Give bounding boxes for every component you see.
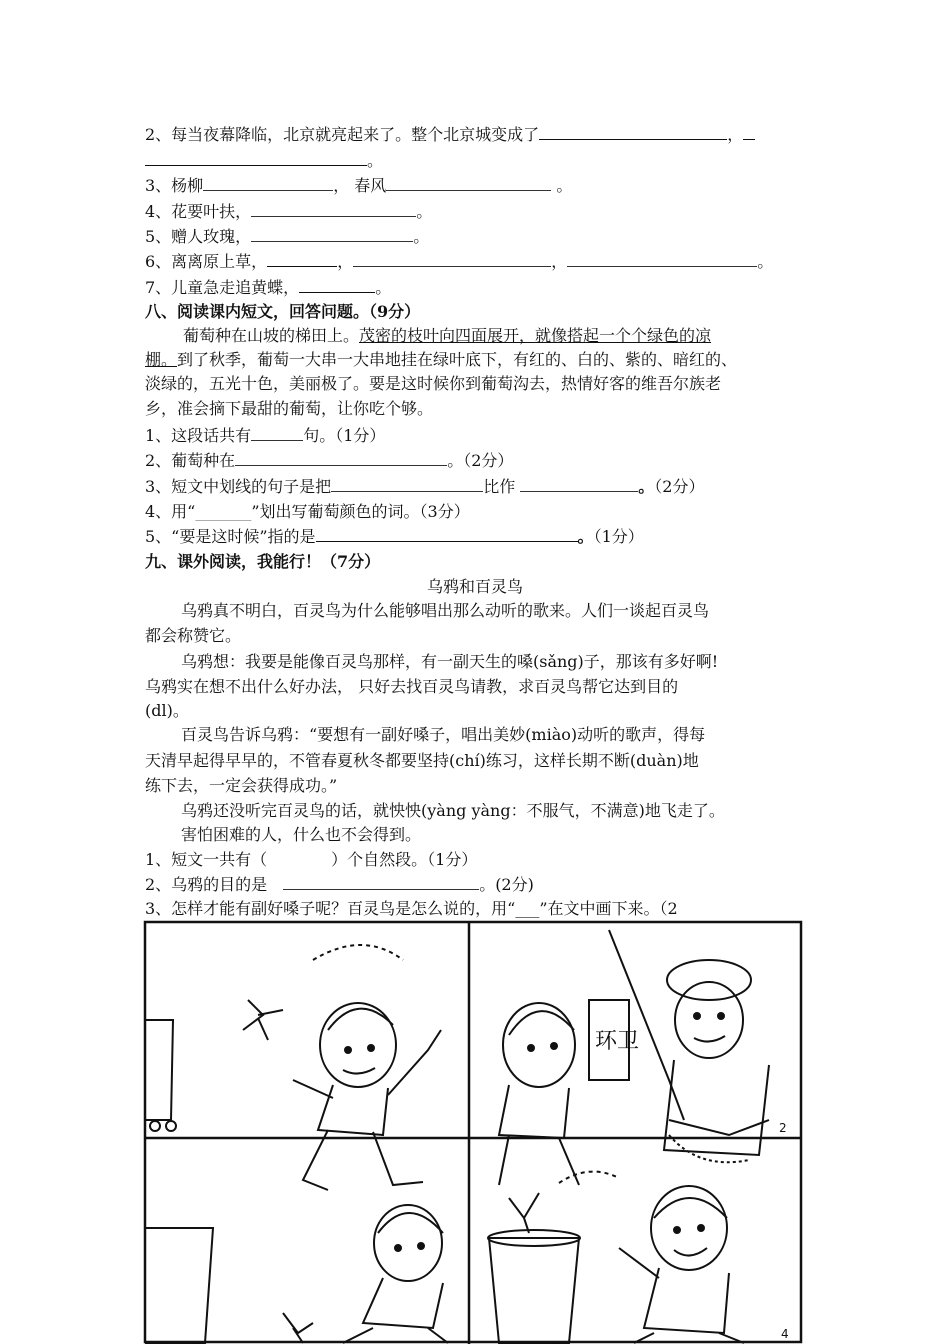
sec8-q5: 5、“要是这时候”指的是 。（1分） xyxy=(145,527,644,546)
section9-heading: 九、课外阅读，我能行！（7分） xyxy=(145,552,381,571)
banana-peel-icon xyxy=(509,1193,539,1233)
sec7-q3: 3、杨柳 ， 春风 。 xyxy=(145,176,573,195)
story-p2a: 乌鸦想：我要是能像百灵鸟那样，有一副天生的嗓(sǎng)子，那该有多好啊! xyxy=(181,652,719,671)
answer-blank[interactable] xyxy=(743,125,755,140)
answer-blank[interactable] xyxy=(353,252,551,267)
sec7-q4: 4、花要叶扶， 。 xyxy=(145,202,433,221)
answer-blank[interactable] xyxy=(251,202,416,217)
story-p3b: 天清早起得早早的，不管春夏秋冬都要坚持(chí)练习，这样长期不断(duàn)地 xyxy=(145,751,699,770)
story-p2b: 乌鸦实在想不出什么好办法， 只好去找百灵鸟请教，求百灵鸟帮它达到目的 xyxy=(145,677,679,696)
panel-number: 2 xyxy=(779,1121,787,1135)
answer-blank[interactable] xyxy=(203,176,333,191)
answer-blank[interactable] xyxy=(316,527,578,542)
underline-mark: _______ xyxy=(195,502,252,521)
story-p1b: 都会称赞它。 xyxy=(145,626,242,645)
sec9-q2: 2、乌鸦的目的是 。(2分) xyxy=(145,875,534,894)
answer-blank[interactable] xyxy=(251,227,413,242)
answer-blank[interactable] xyxy=(235,451,447,466)
panel-4 xyxy=(488,1172,789,1344)
panel-2 xyxy=(499,930,787,1185)
sec8-q1: 1、这段话共有 句。（1分） xyxy=(145,426,386,445)
underlined-sentence: 茂密的枝叶向四面展开，就像搭起一个个绿色的凉 xyxy=(359,326,712,345)
story-p4: 乌鸦还没听完百灵鸟的话，就怏怏(yàng yàng：不服气，不满意)地飞走了。 xyxy=(181,801,725,820)
answer-blank[interactable] xyxy=(331,477,483,492)
answer-blank[interactable] xyxy=(299,278,375,293)
answer-blank[interactable] xyxy=(386,176,551,191)
sec8-para-line2: 棚。到了秋季，葡萄一大串一大串地挂在绿叶底下，有红的、白的、紫的、暗红的、 xyxy=(145,350,738,369)
sec7-q5: 5、赠人玫瑰， 。 xyxy=(145,227,430,246)
sec8-para-line1: 葡萄种在山坡的梯田上。茂密的枝叶向四面展开，就像搭起一个个绿色的凉 xyxy=(183,326,712,345)
sec9-q1: 1、短文一共有（ ）个自然段。（1分） xyxy=(145,850,478,869)
panel-1 xyxy=(145,945,441,1190)
sign-text: 环卫 xyxy=(595,1029,640,1054)
answer-blank[interactable] xyxy=(283,875,479,890)
sec7-q7: 7、儿童急走追黄蝶， 。 xyxy=(145,278,392,297)
sec7-q2: 2、每当夜幕降临，北京就亮起来了。整个北京城变成了 ， xyxy=(145,124,755,146)
sec8-para-line3: 淡绿的，五光十色，美丽极了。要是这时候你到葡萄沟去，热情好客的维吾尔族老 xyxy=(145,374,722,393)
section8-heading: 八、阅读课内短文，回答问题。（9分） xyxy=(145,302,421,321)
comic-strip xyxy=(143,920,803,1344)
panel-3 xyxy=(145,1205,448,1344)
answer-blank[interactable] xyxy=(539,125,727,140)
story-p5: 害怕困难的人，什么也不会得到。 xyxy=(181,825,422,844)
answer-blank[interactable] xyxy=(520,477,638,492)
story-p3c: 练下去，一定会获得成功。” xyxy=(145,776,338,795)
answer-blank[interactable] xyxy=(251,426,303,441)
answer-blank[interactable] xyxy=(267,252,337,267)
sec7-q6: 6、离离原上草， ， ， 。 xyxy=(145,252,774,271)
answer-blank[interactable] xyxy=(145,151,367,166)
story-title: 乌鸦和百灵鸟 xyxy=(426,577,523,596)
banana-peel-icon xyxy=(283,1313,313,1343)
banana-peel-icon xyxy=(243,1000,283,1040)
story-p2c: (dl)。 xyxy=(145,701,189,720)
panel-number: 4 xyxy=(781,1327,789,1341)
sec9-q3: 3、怎样才能有副好嗓子呢？百灵鸟是怎么说的，用“___”在文中画下来。（2 xyxy=(145,899,678,918)
sec8-para-line4: 乡，准会摘下最甜的葡萄，让你吃个够。 xyxy=(145,399,434,418)
story-p3a: 百灵鸟告诉乌鸦：“要想有一副好嗓子，唱出美妙(miào)动听的歌声，得每 xyxy=(181,725,706,744)
sec8-q3: 3、短文中划线的句子是把 比作 。（2分） xyxy=(145,477,705,496)
sec8-q2: 2、葡萄种在 。（2分） xyxy=(145,451,514,470)
sec8-q4: 4、用“_______”划出写葡萄颜色的词。（3分） xyxy=(145,502,470,521)
answer-blank[interactable] xyxy=(567,252,757,267)
underlined-sentence-end: 棚。 xyxy=(145,350,178,369)
sec7-q2-cont: 。 xyxy=(145,150,383,172)
story-p1a: 乌鸦真不明白，百灵鸟为什么能够唱出那么动听的歌来。人们一谈起百灵鸟 xyxy=(181,601,710,620)
